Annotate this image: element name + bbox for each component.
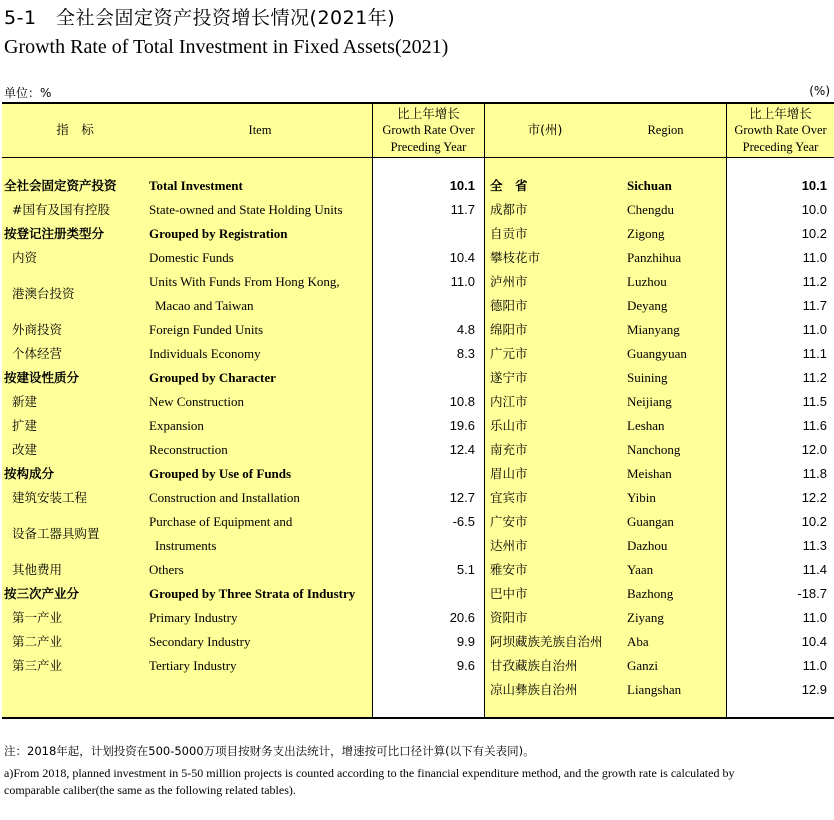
- region-name-en: Dazhou: [627, 538, 668, 553]
- region-name-en: Sichuan: [627, 178, 672, 193]
- region-name-cn: 阿坝藏族羌族自治州: [490, 634, 603, 649]
- header-item-en: Item: [248, 123, 272, 137]
- region-value: 11.4: [802, 562, 827, 577]
- region-name-en: Chengdu: [627, 202, 674, 217]
- region-name-en: Meishan: [627, 466, 672, 481]
- left-row-value: -6.5: [452, 514, 475, 529]
- page-title-cn: 5-1 全社会固定资产投资增长情况(2021年): [4, 7, 396, 29]
- region-name-cn: 宜宾市: [490, 490, 528, 505]
- header-growth-right: [727, 105, 834, 156]
- unit-label-right: (%): [809, 84, 830, 98]
- left-row-value: 9.9: [456, 634, 475, 649]
- note-cn: 注：2018年起，计划投资在500-5000万项目按财务支出法统计，增速按可比口径计算(以下有关表同)。: [4, 744, 535, 758]
- header-growth-en-2: Preceding Year: [390, 140, 467, 154]
- left-row-value: 11.7: [450, 202, 475, 217]
- region-name-cn: 遂宁市: [490, 370, 528, 385]
- left-row-label-cn: 改建: [12, 442, 38, 457]
- header-region-en: Region: [647, 123, 684, 137]
- region-value: 12.0: [801, 442, 827, 457]
- region-name-cn: 甘孜藏族自治州: [490, 658, 578, 673]
- left-row-label-en: Reconstruction: [149, 442, 228, 457]
- region-name-cn: 眉山市: [490, 466, 528, 481]
- left-row-label-en: Individuals Economy: [149, 346, 261, 361]
- left-row-label-en: Tertiary Industry: [149, 658, 237, 673]
- left-row-label-en: Grouped by Use of Funds: [149, 466, 292, 481]
- region-name-en: Suining: [627, 370, 668, 385]
- header-growth-cn-right: 比上年增长: [749, 106, 812, 121]
- left-row-value: [373, 462, 475, 486]
- region-value: 12.2: [801, 490, 827, 505]
- left-row-value: 4.8: [456, 322, 475, 337]
- region-name-cn: 泸州市: [490, 274, 528, 289]
- region-name-cn: 广安市: [490, 514, 528, 529]
- left-row-value: [373, 582, 475, 606]
- note-en-line-1: a)From 2018, planned investment in 5-50 million projects is counted according to the financial expenditure method, and the growth rate is calculated by: [4, 766, 735, 780]
- left-row-label-cn: 按建设性质分: [4, 370, 80, 385]
- region-name-en: Yibin: [627, 490, 656, 505]
- left-row-label-en: Domestic Funds: [149, 250, 234, 265]
- region-name-en: Guangyuan: [627, 346, 687, 361]
- region-value: 11.2: [802, 370, 827, 385]
- region-name-en: Mianyang: [627, 322, 680, 337]
- region-value: 11.2: [802, 274, 827, 289]
- region-name-en: Bazhong: [627, 586, 674, 601]
- left-row-value: 19.6: [449, 418, 475, 433]
- left-row-label-cn: 扩建: [12, 418, 38, 433]
- left-row-label-en: Secondary Industry: [149, 634, 251, 649]
- region-value: 12.9: [801, 682, 827, 697]
- region-value: 11.0: [802, 610, 827, 625]
- left-row-value: 12.7: [449, 490, 475, 505]
- region-name-cn: 成都市: [490, 202, 528, 217]
- region-value: 11.0: [802, 658, 827, 673]
- left-row-label-en: Foreign Funded Units: [149, 322, 264, 337]
- left-row-label-cn: 按登记注册类型分: [4, 226, 105, 241]
- region-name-en: Nanchong: [627, 442, 681, 457]
- left-row-label-cn: 第三产业: [12, 658, 63, 673]
- region-name-en: Leshan: [627, 418, 665, 433]
- left-row-value: 10.4: [449, 250, 475, 265]
- region-name-cn: 乐山市: [490, 418, 528, 433]
- left-row-label-cn: 其他费用: [12, 562, 63, 577]
- header-region-cn: 市(州): [527, 122, 563, 137]
- left-row-label-en: Units With Funds From Hong Kong,: [149, 274, 340, 289]
- left-row-label-en: Grouped by Character: [149, 370, 276, 385]
- left-row-label-cn: 新建: [12, 394, 38, 409]
- left-row-label-en: New Construction: [149, 394, 244, 409]
- left-row-label-en: Expansion: [149, 418, 204, 433]
- region-name-cn: 绵阳市: [490, 322, 528, 337]
- left-row-value: 5.1: [456, 562, 475, 577]
- top-border: [2, 102, 834, 104]
- left-row-label-en: Purchase of Equipment and: [149, 514, 293, 529]
- left-row-label-en-cont: Macao and Taiwan: [155, 298, 254, 313]
- region-value: 10.4: [801, 634, 827, 649]
- region-name-en: Liangshan: [627, 682, 682, 697]
- left-row-label-cn: 按三次产业分: [4, 586, 80, 601]
- left-row-value: 12.4: [449, 442, 475, 457]
- region-name-cn: 凉山彝族自治州: [490, 682, 578, 697]
- region-value: 10.2: [801, 514, 827, 529]
- left-row-label-cn: 全社会固定资产投资: [4, 178, 117, 193]
- region-name-cn: 南充市: [490, 442, 528, 457]
- region-value: 11.5: [802, 394, 827, 409]
- left-row-label-cn: 建筑安装工程: [12, 490, 88, 505]
- left-row-value: 10.1: [449, 178, 475, 193]
- header-growth-cn: 比上年增长: [397, 106, 460, 121]
- region-name-en: Deyang: [627, 298, 668, 313]
- left-row-value: [373, 366, 475, 390]
- region-value: 10.2: [801, 226, 827, 241]
- region-value: 11.8: [802, 466, 827, 481]
- region-name-en: Aba: [627, 634, 649, 649]
- left-row-label-cn: 内资: [12, 250, 38, 265]
- region-name-cn: 内江市: [490, 394, 528, 409]
- left-row-label-en: Grouped by Three Strata of Industry: [149, 586, 356, 601]
- region-name-cn: 巴中市: [490, 586, 528, 601]
- region-name-en: Yaan: [627, 562, 654, 577]
- left-row-label-en: Primary Industry: [149, 610, 238, 625]
- region-name-en: Zigong: [627, 226, 665, 241]
- header-growth-en-1-right: Growth Rate Over: [734, 123, 827, 137]
- region-value: 11.3: [802, 538, 827, 553]
- header-separator: [2, 157, 834, 158]
- left-row-value: 11.0: [450, 274, 475, 289]
- region-name-cn: 德阳市: [490, 298, 528, 313]
- divider-middle: [484, 102, 485, 719]
- region-value: 11.0: [802, 250, 827, 265]
- unit-label: 单位：%: [4, 86, 52, 100]
- left-row-label-en: Total Investment: [149, 178, 243, 193]
- region-name-en: Neijiang: [627, 394, 672, 409]
- header-indicator-cn: 指 标: [56, 122, 94, 137]
- left-row-label-cn: 按构成分: [4, 466, 55, 481]
- left-row-label-en: State-owned and State Holding Units: [149, 202, 343, 217]
- header-growth-en-2-right: Preceding Year: [742, 140, 819, 154]
- left-row-value: [373, 222, 475, 246]
- region-value: 11.1: [802, 346, 827, 361]
- region-name-cn: 自贡市: [490, 226, 528, 241]
- left-row-label-en: Others: [149, 562, 184, 577]
- left-row-label-cn: 第二产业: [12, 634, 63, 649]
- bottom-border: [2, 717, 834, 719]
- region-value: 10.1: [801, 178, 827, 193]
- region-name-en: Ziyang: [627, 610, 664, 625]
- left-row-label-cn: 外商投资: [12, 322, 63, 337]
- region-name-cn: 资阳市: [490, 610, 528, 625]
- region-value: 11.6: [802, 418, 827, 433]
- note-en-line-2: comparable caliber(the same as the following related tables).: [4, 783, 296, 797]
- left-row-label-cn: 港澳台投资: [12, 286, 75, 301]
- left-row-label-en: Construction and Installation: [149, 490, 300, 505]
- left-row-label-cn: 设备工器具购置: [12, 526, 100, 541]
- region-value: -18.7: [797, 586, 827, 601]
- region-name-cn: 攀枝花市: [490, 250, 541, 265]
- left-row-label-cn: 个体经营: [12, 346, 63, 361]
- left-row-value: 8.3: [456, 346, 475, 361]
- region-name-en: Panzhihua: [627, 250, 682, 265]
- region-value: 11.7: [802, 298, 827, 313]
- region-value: 10.0: [801, 202, 827, 217]
- region-value: 11.0: [802, 322, 827, 337]
- header-growth-en-1: Growth Rate Over: [382, 123, 475, 137]
- page-title-en: Growth Rate of Total Investment in Fixed Assets(2021): [4, 36, 449, 58]
- region-name-cn: 全 省: [490, 178, 528, 193]
- left-row-label-cn: 第一产业: [12, 610, 63, 625]
- region-name-en: Guangan: [627, 514, 674, 529]
- header-growth-left: [373, 105, 484, 156]
- investment-table: [2, 102, 834, 719]
- left-row-value: 9.6: [456, 658, 475, 673]
- left-row-label-en-cont: Instruments: [155, 538, 217, 553]
- left-row-label-en: Grouped by Registration: [149, 226, 288, 241]
- region-name-en: Luzhou: [627, 274, 667, 289]
- region-name-cn: 广元市: [490, 346, 528, 361]
- region-name-cn: 达州市: [490, 538, 528, 553]
- region-name-en: Ganzi: [627, 658, 659, 673]
- left-row-value: 20.6: [449, 610, 475, 625]
- left-row-value: 10.8: [449, 394, 475, 409]
- region-name-cn: 雅安市: [490, 562, 528, 577]
- left-row-label-cn: #国有及国有控股: [12, 202, 110, 217]
